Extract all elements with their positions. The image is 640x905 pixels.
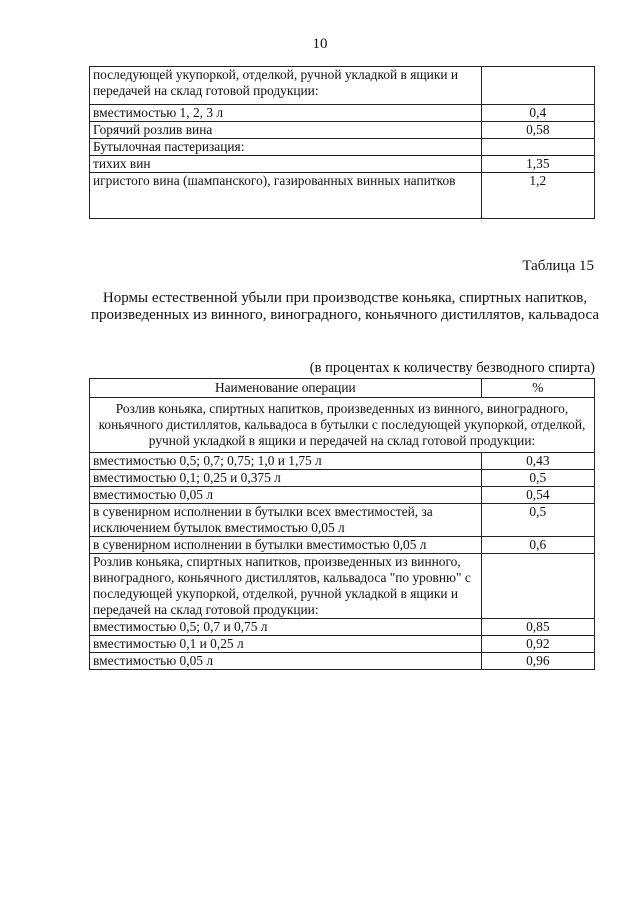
operation-column-header: Наименование операции (90, 379, 482, 398)
percent-cell: 0,54 (481, 487, 594, 504)
table-header-row (90, 379, 595, 398)
table-row (90, 139, 595, 156)
percent-cell (481, 67, 594, 105)
continued-table (89, 66, 595, 219)
operation-cell: вместимостью 0,05 л (90, 653, 482, 670)
operation-cell: последующей укупоркой, отделкой, ручной укладкой в ящики и передачей на склад готовой продукции: (90, 67, 482, 105)
table-row (90, 653, 595, 670)
table-row (90, 554, 595, 619)
percent-cell: 0,6 (481, 537, 594, 554)
percent-cell (481, 554, 594, 619)
operation-cell: в сувенирном исполнении в бутылки вместимостью 0,05 л (90, 537, 482, 554)
percent-cell: 0,5 (481, 470, 594, 487)
operation-cell: Бутылочная пастеризация: (90, 139, 482, 156)
losses-table (89, 378, 595, 670)
percent-cell: 1,35 (481, 156, 594, 173)
table-title: Нормы естественной убыли при производстве коньяка, спиртных напитков, произведенных из винного, виноградного, коньячного дистиллятов, кальвадоса (91, 290, 599, 323)
percent-cell: 1,2 (481, 173, 594, 219)
table-row (90, 619, 595, 636)
percent-cell: 0,92 (481, 636, 594, 653)
page-number: 10 (312, 36, 328, 52)
operation-cell: вместимостью 0,1; 0,25 и 0,375 л (90, 470, 482, 487)
operation-cell: тихих вин (90, 156, 482, 173)
operation-cell: вместимостью 0,1 и 0,25 л (90, 636, 482, 653)
group-title: Розлив коньяка, спиртных напитков, произведенных из винного, виноградного, коньячного дистиллятов, кальвадоса в бутылки с последующей укупоркой, отделкой, ручной укладкой в ящики и передачей на склад готовой продукции: (90, 398, 595, 453)
operation-cell: вместимостью 0,5; 0,7 и 0,75 л (90, 619, 482, 636)
units-note: (в процентах к количеству безводного спирта) (309, 360, 595, 376)
percent-cell: 0,5 (481, 504, 594, 537)
table-row (90, 453, 595, 470)
operation-cell: игристого вина (шампанского), газированных винных напитков (90, 173, 482, 219)
group-row (90, 398, 595, 453)
percent-cell: 0,85 (481, 619, 594, 636)
table-row (90, 636, 595, 653)
operation-cell: в сувенирном исполнении в бутылки всех вместимостей, за исключением бутылок вместимостью 0,05 л (90, 504, 482, 537)
table-row (90, 487, 595, 504)
operation-cell: вместимостью 0,05 л (90, 487, 482, 504)
percent-cell: 0,58 (481, 122, 594, 139)
table-row (90, 173, 595, 219)
operation-cell: Горячий розлив вина (90, 122, 482, 139)
table-row (90, 67, 595, 105)
table-row (90, 156, 595, 173)
operation-cell: вместимостью 0,5; 0,7; 0,75; 1,0 и 1,75 л (90, 453, 482, 470)
group-title: Розлив коньяка, спиртных напитков, произведенных из винного, виноградного, коньячного дистиллятов, кальвадоса "по уровню" с последующей укупоркой, отделкой, ручной укладкой в ящики и передачей на склад готовой продукции: (90, 554, 482, 619)
table-caption: Таблица 15 (522, 258, 594, 274)
table-row (90, 105, 595, 122)
percent-cell: 0,96 (481, 653, 594, 670)
table-row (90, 122, 595, 139)
table-row (90, 504, 595, 537)
percent-cell: 0,4 (481, 105, 594, 122)
operation-cell: вместимостью 1, 2, 3 л (90, 105, 482, 122)
percent-cell (481, 139, 594, 156)
percent-cell: 0,43 (481, 453, 594, 470)
table-row (90, 537, 595, 554)
percent-column-header: % (481, 379, 594, 398)
table-row (90, 470, 595, 487)
